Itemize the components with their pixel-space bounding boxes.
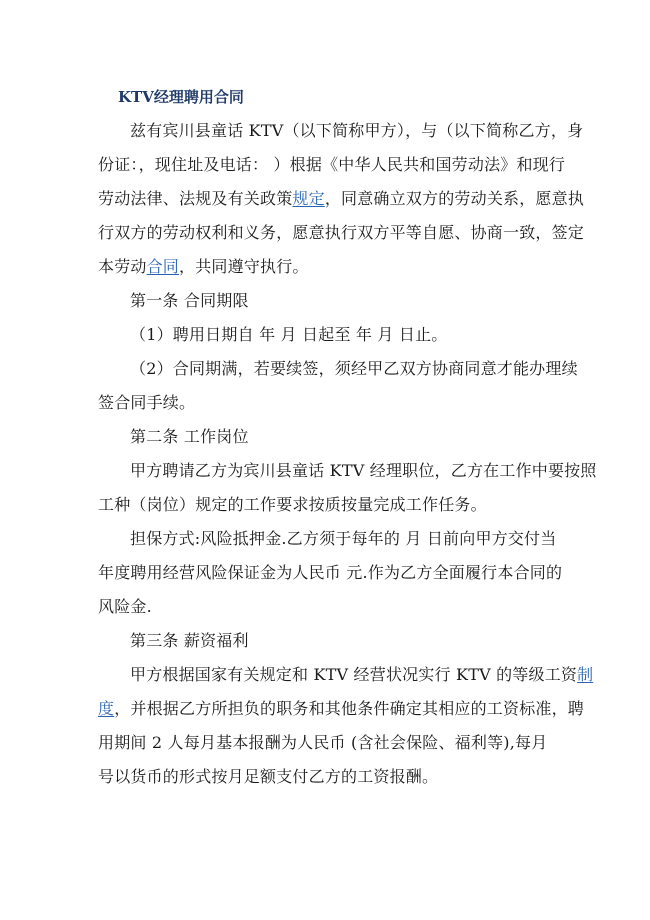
- article-1-item-2-line-2: 签合同手续。: [98, 393, 196, 412]
- link-system-part-2[interactable]: 度: [98, 699, 115, 718]
- article-2-heading: 第二条 工作岗位: [130, 427, 249, 446]
- article-2-para-2-line-1: 担保方式:风险抵押金.乙方须于每年的 月 日前向甲方交付当: [130, 529, 557, 548]
- intro-line-4: 行双方的劳动权利和义务，愿意执行双方平等自愿、协商一致，签定: [98, 223, 585, 242]
- intro-line-3: [98, 189, 584, 209]
- article-3-line-1: [130, 665, 593, 685]
- link-guiding[interactable]: 规定: [292, 189, 325, 208]
- article-1-heading: 第一条 合同期限: [130, 291, 249, 310]
- intro-line-1: 兹有宾川县童话 KTV（以下简称甲方），与（以下简称乙方，身: [130, 121, 584, 140]
- link-system-part-1[interactable]: 制: [577, 665, 594, 684]
- intro-line-3-text-a: 劳动法律、法规及有关政策: [98, 189, 293, 208]
- intro-line-3-text-b: ，同意确立双方的劳动关系，愿意执: [324, 189, 585, 208]
- intro-line-2: 份证：，现住址及电话： ）根据《中华人民共和国劳动法》和现行: [98, 155, 566, 174]
- intro-line-5-text-a: 本劳动: [98, 257, 147, 276]
- article-3-line-3: 用期间 2 人每月基本报酬为人民币 (含社会保险、福利等),每月: [98, 733, 548, 752]
- article-3-heading: 第三条 薪资福利: [130, 631, 249, 650]
- article-2-para-2-line-2: 年度聘用经营风险保证金为人民币 元.作为乙方全面履行本合同的: [98, 563, 563, 582]
- article-2-para-1-line-2: 工种（岗位）规定的工作要求按质按量完成工作任务。: [98, 495, 487, 514]
- article-1-item-2-line-1: （2）合同期满，若要续签，须经甲乙双方协商同意才能办理续: [130, 359, 578, 378]
- article-3-line-2-text: ，并根据乙方所担负的职务和其他条件确定其相应的工资标准，聘: [114, 699, 585, 718]
- link-contract[interactable]: 合同: [146, 257, 180, 276]
- intro-line-5: [98, 257, 309, 277]
- article-3-line-2: [98, 699, 584, 719]
- intro-line-5-text-b: ，共同遵守执行。: [179, 257, 309, 276]
- article-3-line-1-text: 甲方根据国家有关规定和 KTV 经营状况实行 KTV 的等级工资: [130, 665, 578, 684]
- article-2-para-2-line-3: 风险金.: [98, 597, 152, 616]
- article-2-para-1-line-1: 甲方聘请乙方为宾川县童话 KTV 经理职位，乙方在工作中要按照: [130, 461, 597, 480]
- article-3-line-4: 号以货币的形式按月足额支付乙方的工资报酬。: [98, 767, 439, 786]
- article-1-item-1: （1）聘用日期自 年 月 日起至 年 月 日止。: [130, 325, 448, 344]
- document-title: KTV经理聘用合同: [118, 88, 244, 106]
